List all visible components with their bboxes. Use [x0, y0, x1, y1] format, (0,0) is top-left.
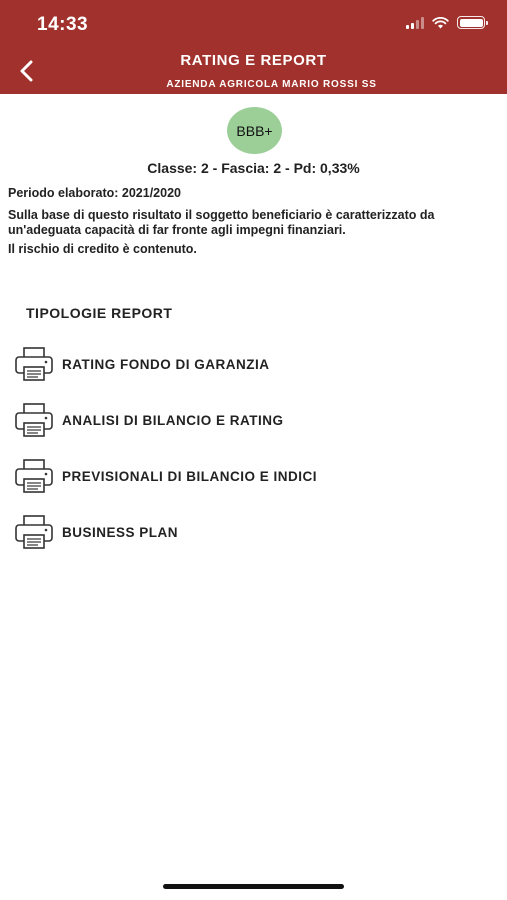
report-item-label: PREVISIONALI DI BILANCIO E INDICI — [62, 468, 318, 484]
wifi-icon — [432, 17, 449, 29]
printer-icon — [13, 402, 55, 438]
battery-icon — [457, 16, 485, 29]
page-title: RATING E REPORT — [180, 52, 327, 69]
report-item-label: BUSINESS PLAN — [62, 524, 179, 540]
period-elaborated: Periodo elaborato: 2021/2020 — [8, 186, 181, 200]
printer-icon — [13, 458, 55, 494]
credit-risk-text: Il rischio di credito è contenuto. — [8, 242, 197, 256]
status-time: 14:33 — [37, 14, 89, 35]
company-name: AZIENDA AGRICOLA MARIO ROSSI SS — [166, 79, 377, 90]
printer-icon — [13, 514, 55, 550]
app-header — [0, 0, 507, 94]
report-item-label: RATING FONDO DI GARANZIA — [62, 356, 270, 372]
report-item-rating-fondo-garanzia[interactable] — [13, 344, 493, 384]
cellular-signal-icon — [406, 17, 424, 29]
status-icons — [406, 16, 485, 29]
home-indicator[interactable] — [163, 884, 344, 889]
printer-icon — [13, 346, 55, 382]
rating-description: Sulla base di questo risultato il soggetto beneficiario è caratterizzato da un'adeguata capacità di far fronte agli impegni finanziari. — [8, 208, 435, 237]
report-item-business-plan[interactable] — [13, 512, 493, 552]
report-item-label: ANALISI DI BILANCIO E RATING — [62, 412, 284, 428]
report-types-title: TIPOLOGIE REPORT — [26, 305, 173, 321]
rating-class-line: Classe: 2 - Fascia: 2 - Pd: 0,33% — [147, 160, 360, 176]
report-item-analisi-bilancio-rating[interactable] — [13, 400, 493, 440]
rating-badge: BBB+ — [227, 107, 282, 154]
status-bar — [0, 0, 507, 44]
report-item-previsionali-bilancio-indici[interactable] — [13, 456, 493, 496]
